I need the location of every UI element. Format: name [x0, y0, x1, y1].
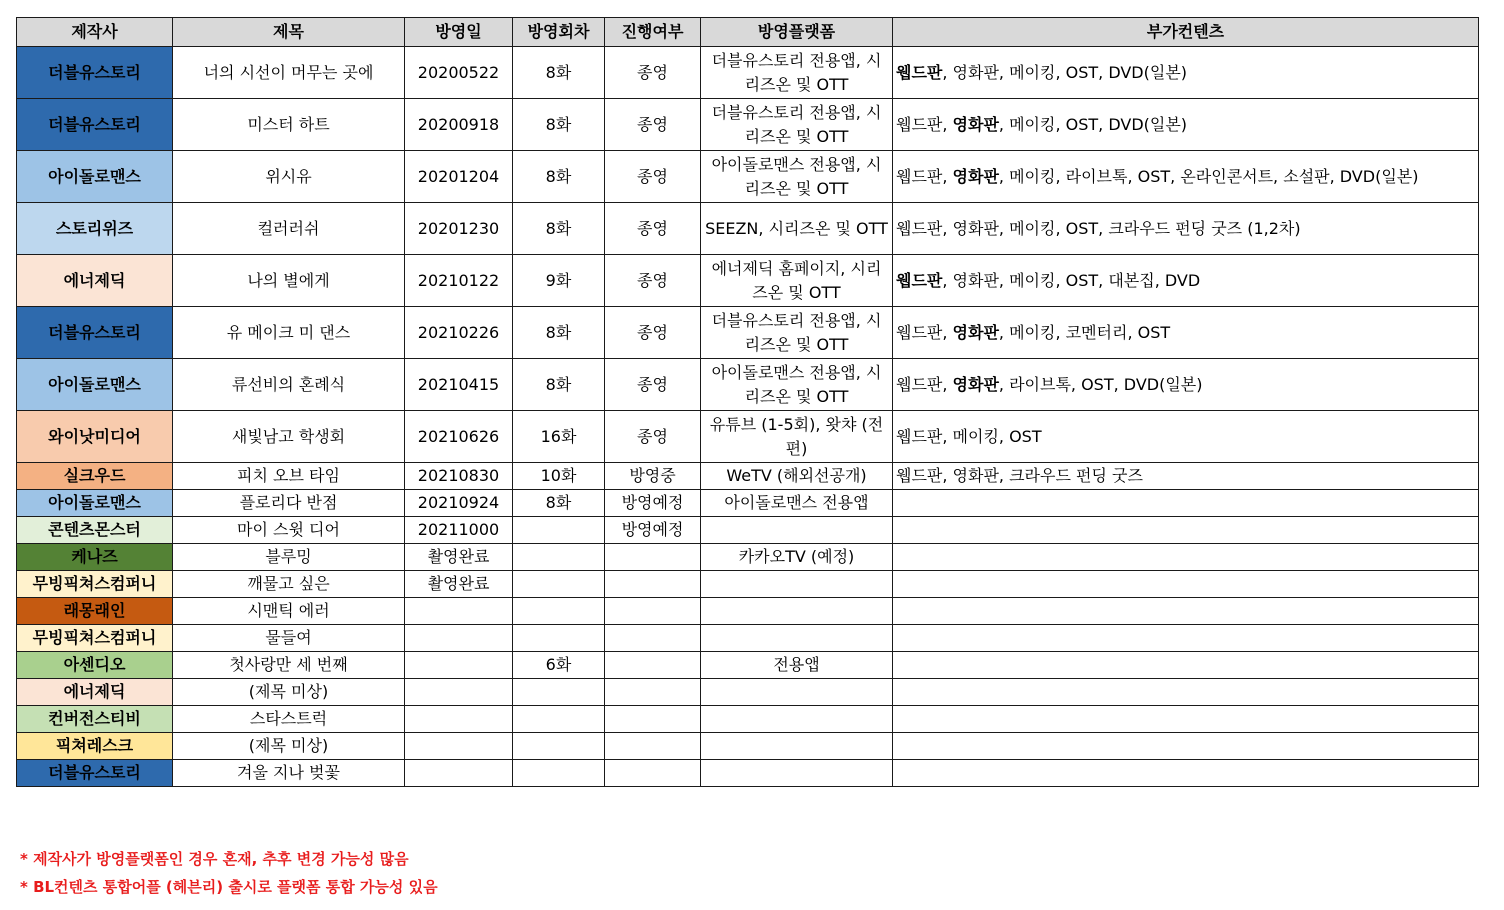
cell-platform	[701, 625, 893, 652]
cell-platform: 유튜브 (1-5회), 왓챠 (전편)	[701, 411, 893, 463]
table-row	[17, 463, 1479, 490]
cell-date	[405, 625, 513, 652]
cell-status: 종영	[605, 151, 701, 203]
cell-maker: 더블유스토리	[17, 307, 173, 359]
cell-episodes: 8화	[513, 151, 605, 203]
cell-status: 종영	[605, 203, 701, 255]
cell-date	[405, 652, 513, 679]
cell-maker: 아센디오	[17, 652, 173, 679]
cell-episodes	[513, 625, 605, 652]
cell-title: 깨물고 싶은	[173, 571, 405, 598]
table-row	[17, 307, 1479, 359]
header-episodes: 방영회차	[513, 18, 605, 47]
cell-title: 블루밍	[173, 544, 405, 571]
extras-segment: 웹드판,	[896, 114, 953, 134]
extras-segment: 웹드판,	[896, 166, 953, 186]
table-row	[17, 679, 1479, 706]
extras-segment: 웹드판, 영화판, 크라우드 펀딩 굿즈	[896, 466, 1143, 485]
cell-title: 나의 별에게	[173, 255, 405, 307]
header-row	[17, 18, 1479, 47]
cell-maker: 에너제딕	[17, 679, 173, 706]
cell-date: 20210415	[405, 359, 513, 411]
cell-date: 20200918	[405, 99, 513, 151]
table-row	[17, 706, 1479, 733]
extras-segment: , 메이킹, 라이브톡, OST, 온라인콘서트, 소설판, DVD(일본)	[998, 166, 1419, 186]
table-row	[17, 517, 1479, 544]
cell-title: 스타스트럭	[173, 706, 405, 733]
cell-platform	[701, 679, 893, 706]
cell-status: 방영예정	[605, 490, 701, 517]
cell-status	[605, 733, 701, 760]
cell-maker: 무빙픽쳐스컴퍼니	[17, 625, 173, 652]
cell-maker: 래몽래인	[17, 598, 173, 625]
cell-date: 20210226	[405, 307, 513, 359]
cell-title: 미스터 하트	[173, 99, 405, 151]
footnotes	[20, 845, 438, 901]
extras-segment: , 영화판, 메이킹, OST, DVD(일본)	[942, 62, 1188, 82]
cell-date	[405, 598, 513, 625]
cell-status: 방영중	[605, 463, 701, 490]
cell-platform: SEEZN, 시리즈온 및 OTT	[701, 203, 893, 255]
extras-segment: 웹드판,	[896, 374, 953, 394]
table-row	[17, 652, 1479, 679]
extras-segment: 웹드판	[896, 270, 943, 290]
table-row	[17, 203, 1479, 255]
cell-status: 종영	[605, 47, 701, 99]
table-row	[17, 99, 1479, 151]
cell-maker: 더블유스토리	[17, 99, 173, 151]
cell-status: 종영	[605, 411, 701, 463]
header-status: 진행여부	[605, 18, 701, 47]
cell-extras	[893, 733, 1479, 760]
cell-episodes	[513, 571, 605, 598]
cell-status	[605, 706, 701, 733]
cell-episodes: 6화	[513, 652, 605, 679]
header-platform: 방영플랫폼	[701, 18, 893, 47]
cell-platform: 에너제딕 홈페이지, 시리즈온 및 OTT	[701, 255, 893, 307]
cell-episodes	[513, 760, 605, 787]
cell-episodes	[513, 544, 605, 571]
cell-platform: 전용앱	[701, 652, 893, 679]
cell-extras	[893, 463, 1479, 490]
cell-status: 종영	[605, 99, 701, 151]
cell-title: 새빛남고 학생회	[173, 411, 405, 463]
extras-segment: 영화판	[952, 166, 999, 186]
cell-platform	[701, 598, 893, 625]
cell-date	[405, 706, 513, 733]
cell-title: (제목 미상)	[173, 679, 405, 706]
cell-episodes	[513, 679, 605, 706]
cell-maker: 무빙픽쳐스컴퍼니	[17, 571, 173, 598]
cell-maker: 더블유스토리	[17, 47, 173, 99]
cell-title: 위시유	[173, 151, 405, 203]
cell-maker: 실크우드	[17, 463, 173, 490]
cell-status	[605, 679, 701, 706]
cell-date: 20200522	[405, 47, 513, 99]
cell-episodes: 8화	[513, 490, 605, 517]
extras-segment: , 라이브톡, OST, DVD(일본)	[998, 374, 1203, 394]
cell-maker: 스토리위즈	[17, 203, 173, 255]
cell-status	[605, 571, 701, 598]
cell-extras	[893, 517, 1479, 544]
extras-segment: 영화판	[952, 114, 999, 134]
table-body	[17, 47, 1479, 787]
cell-maker: 에너제딕	[17, 255, 173, 307]
footnote: * BL컨텐츠 통합어플 (헤븐리) 출시로 플랫폼 통합 가능성 있음	[20, 878, 438, 896]
cell-date: 20201204	[405, 151, 513, 203]
extras-segment: 영화판	[952, 322, 999, 342]
cell-episodes	[513, 517, 605, 544]
cell-platform: 더블유스토리 전용앱, 시리즈온 및 OTT	[701, 47, 893, 99]
cell-platform: 아이돌로맨스 전용앱, 시리즈온 및 OTT	[701, 359, 893, 411]
cell-date: 20210122	[405, 255, 513, 307]
cell-episodes: 8화	[513, 47, 605, 99]
cell-maker: 아이돌로맨스	[17, 151, 173, 203]
cell-title: (제목 미상)	[173, 733, 405, 760]
cell-title: 유 메이크 미 댄스	[173, 307, 405, 359]
cell-episodes: 9화	[513, 255, 605, 307]
drama-table	[16, 17, 1479, 787]
cell-date: 촬영완료	[405, 544, 513, 571]
cell-date: 촬영완료	[405, 571, 513, 598]
table-row	[17, 151, 1479, 203]
footnote: * 제작사가 방영플랫폼인 경우 혼재, 추후 변경 가능성 많음	[20, 850, 409, 868]
cell-extras	[893, 99, 1479, 151]
cell-extras	[893, 625, 1479, 652]
cell-title: 시맨틱 에러	[173, 598, 405, 625]
cell-platform	[701, 706, 893, 733]
cell-platform: 더블유스토리 전용앱, 시리즈온 및 OTT	[701, 307, 893, 359]
cell-extras	[893, 571, 1479, 598]
header-extras: 부가컨텐츠	[893, 18, 1479, 47]
header-maker: 제작사	[17, 18, 173, 47]
cell-platform	[701, 733, 893, 760]
cell-maker: 콘텐츠몬스터	[17, 517, 173, 544]
cell-extras	[893, 652, 1479, 679]
cell-maker: 픽쳐레스크	[17, 733, 173, 760]
cell-extras	[893, 490, 1479, 517]
header-date: 방영일	[405, 18, 513, 47]
cell-episodes: 10화	[513, 463, 605, 490]
table-row	[17, 760, 1479, 787]
cell-extras	[893, 203, 1479, 255]
cell-title: 마이 스윗 디어	[173, 517, 405, 544]
cell-episodes: 8화	[513, 307, 605, 359]
cell-episodes: 16화	[513, 411, 605, 463]
table-row	[17, 625, 1479, 652]
cell-platform: 카카오TV (예정)	[701, 544, 893, 571]
cell-title: 물들여	[173, 625, 405, 652]
cell-maker: 아이돌로맨스	[17, 359, 173, 411]
extras-segment: , 메이킹, OST, DVD(일본)	[998, 114, 1188, 134]
cell-platform	[701, 760, 893, 787]
extras-segment: 웹드판, 메이킹, OST	[896, 426, 1042, 446]
cell-extras	[893, 411, 1479, 463]
cell-extras	[893, 307, 1479, 359]
cell-date: 20211000	[405, 517, 513, 544]
cell-date: 20210924	[405, 490, 513, 517]
cell-title: 첫사랑만 세 번째	[173, 652, 405, 679]
cell-status	[605, 652, 701, 679]
header-title: 제목	[173, 18, 405, 47]
table-row	[17, 598, 1479, 625]
cell-date: 20210830	[405, 463, 513, 490]
cell-extras	[893, 255, 1479, 307]
cell-platform: WeTV (해외선공개)	[701, 463, 893, 490]
table-row	[17, 733, 1479, 760]
cell-title: 플로리다 반점	[173, 490, 405, 517]
cell-title: 겨울 지나 벚꽃	[173, 760, 405, 787]
cell-date	[405, 760, 513, 787]
table-row	[17, 359, 1479, 411]
cell-status: 종영	[605, 359, 701, 411]
cell-title: 피치 오브 타임	[173, 463, 405, 490]
extras-segment: , 영화판, 메이킹, OST, 대본집, DVD	[942, 270, 1201, 290]
cell-extras	[893, 544, 1479, 571]
cell-date: 20201230	[405, 203, 513, 255]
cell-date	[405, 679, 513, 706]
table-row	[17, 47, 1479, 99]
cell-extras	[893, 151, 1479, 203]
table-row	[17, 255, 1479, 307]
extras-segment: , 메이킹, 코멘터리, OST	[998, 322, 1171, 342]
cell-platform: 아이돌로맨스 전용앱, 시리즈온 및 OTT	[701, 151, 893, 203]
cell-platform	[701, 517, 893, 544]
cell-status	[605, 625, 701, 652]
cell-extras	[893, 706, 1479, 733]
extras-segment: 웹드판,	[896, 322, 953, 342]
cell-maker: 케나즈	[17, 544, 173, 571]
extras-segment: 웹드판, 영화판, 메이킹, OST, 크라우드 펀딩 굿즈 (1,2차)	[896, 218, 1301, 238]
cell-title: 너의 시선이 머무는 곳에	[173, 47, 405, 99]
cell-status	[605, 544, 701, 571]
cell-extras	[893, 760, 1479, 787]
cell-episodes	[513, 706, 605, 733]
cell-maker: 와이낫미디어	[17, 411, 173, 463]
cell-status: 종영	[605, 255, 701, 307]
cell-maker: 더블유스토리	[17, 760, 173, 787]
cell-status	[605, 760, 701, 787]
cell-platform: 아이돌로맨스 전용앱	[701, 490, 893, 517]
cell-title: 컬러러쉬	[173, 203, 405, 255]
table-row	[17, 571, 1479, 598]
cell-date: 20210626	[405, 411, 513, 463]
cell-maker: 아이돌로맨스	[17, 490, 173, 517]
extras-segment: 웹드판	[896, 62, 943, 82]
cell-date	[405, 733, 513, 760]
cell-episodes: 8화	[513, 203, 605, 255]
cell-maker: 컨버전스티비	[17, 706, 173, 733]
cell-episodes: 8화	[513, 359, 605, 411]
cell-status: 방영예정	[605, 517, 701, 544]
cell-extras	[893, 679, 1479, 706]
cell-platform	[701, 571, 893, 598]
cell-extras	[893, 47, 1479, 99]
table-row	[17, 544, 1479, 571]
cell-episodes: 8화	[513, 99, 605, 151]
cell-status: 종영	[605, 307, 701, 359]
table-row	[17, 490, 1479, 517]
table-row	[17, 411, 1479, 463]
extras-segment: 영화판	[952, 374, 999, 394]
cell-episodes	[513, 733, 605, 760]
cell-extras	[893, 598, 1479, 625]
cell-episodes	[513, 598, 605, 625]
cell-platform: 더블유스토리 전용앱, 시리즈온 및 OTT	[701, 99, 893, 151]
cell-status	[605, 598, 701, 625]
cell-extras	[893, 359, 1479, 411]
cell-title: 류선비의 혼례식	[173, 359, 405, 411]
